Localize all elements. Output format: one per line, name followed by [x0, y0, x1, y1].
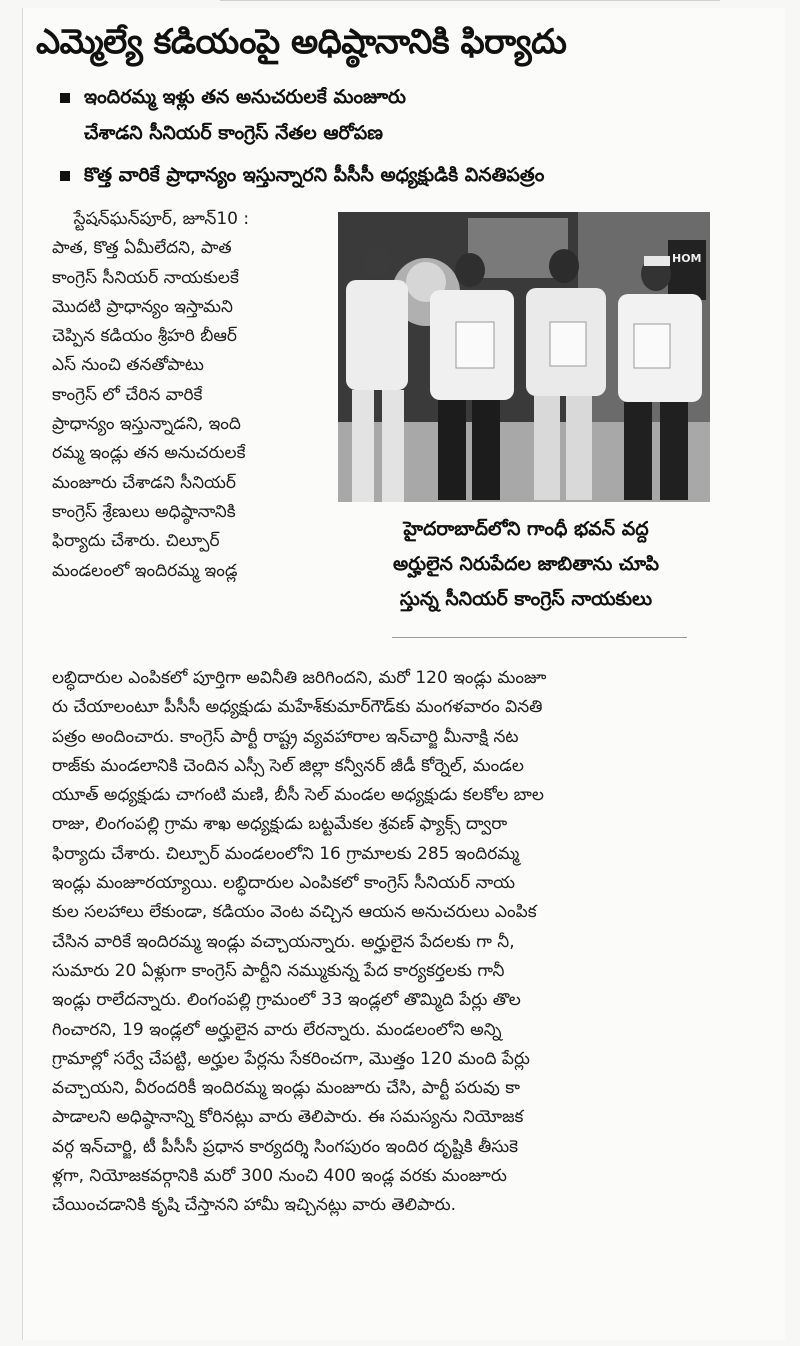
- top-rule: [220, 0, 720, 1]
- body-line: ఇండ్లు రాలేదన్నారు. లింగంపల్లి గ్రామంలో 33 ఇండ్లలో తొమ్మిది పేర్లు తొల: [52, 990, 521, 1011]
- body-line: పత్రం అందించారు. కాంగ్రెస్ పార్టీ రాష్ట్ర వ్యవహారాల ఇన్‌చార్జి మీనాక్షి నట: [52, 726, 519, 747]
- body-line: రమ్మ ఇండ్లు తన అనుచరులకే: [52, 443, 246, 464]
- body-line: ఎస్ నుంచి తనతోపాటు: [52, 355, 204, 376]
- body-line: యూత్ అధ్యక్షుడు చాగంటి మణి, బీసీ సెల్ మండల అధ్యక్షుడు కలకోల బాల: [52, 785, 544, 806]
- body-line: కుల సలహాలు లేకుండా, కడియం వెంట వచ్చిన ఆయన అనుచరులు ఎంపిక: [52, 902, 537, 923]
- body-line: పాత, కొత్త ఏమీలేదని, పాత: [52, 238, 232, 259]
- headline: ఎమ్మెల్యే కడియంపై అధిష్ఠానానికి ఫిర్యాదు: [36, 22, 567, 62]
- body-line: లబ్ధిదారుల ఎంపికలో పూర్తిగా అవినీతి జరిగిందని, మరో 120 ఇండ్లు మంజూ: [52, 668, 547, 688]
- body-line: వచ్చాయని, వీరందరికీ ఇందిరమ్మ ఇండ్లు మంజూరు చేసి, పార్టీ పరువు కా: [52, 1078, 520, 1099]
- deck-item-1: [84, 82, 784, 148]
- body-line: ఇండ్లు మంజూరయ్యాయి. లబ్ధిదారుల ఎంపికలో కాంగ్రెస్ సీనియర్ నాయ: [52, 873, 515, 894]
- body-line: ళ్లగా, నియోజకవర్గానికి మరో 300 నుంచి 400 ఇండ్ల వరకు మంజూరు: [52, 1166, 507, 1187]
- body-line: సుమారు 20 ఏళ్లుగా కాంగ్రెస్ పార్టీని నమ్ముకున్న పేద కార్యకర్తలకు గానీ: [52, 960, 505, 981]
- body-line: రాజు, లింగంపల్లి గ్రామ శాఖ అధ్యక్షుడు బట్టమేకల శ్రవణ్ ఫ్యాక్స్ ద్వారా: [52, 814, 508, 835]
- body-line: చేసిన వారికే ఇందిరమ్మ ఇండ్లు వచ్చాయన్నారు. అర్హులైన పేదలకు గా నీ,: [52, 931, 515, 952]
- deck-line: చేశాడని సీనియర్ కాంగ్రెస్ నేతల ఆరోపణ: [84, 122, 383, 144]
- body-line: పాడాలని అధిష్ఠానాన్ని కోరినట్లు వారు తెలిపారు. ఈ సమస్యను నియోజక: [52, 1107, 524, 1128]
- bullet-icon: [60, 171, 70, 181]
- body-line: కాంగ్రెస్ లో చేరిన వారికే: [52, 384, 203, 405]
- body-line: కాంగ్రెస్ శ్రేణులు అధిష్ఠానానికి: [52, 501, 236, 522]
- caption-rule: [392, 637, 687, 638]
- deck-line: ఇందిరమ్మ ఇళ్లు తన అనుచరులకే మంజూరు: [84, 86, 406, 108]
- article-body-full: [52, 664, 764, 1221]
- body-line: రాజ్‌కు మండలానికి చెందిన ఎస్సీ సెల్ జిల్లా కన్వీనర్ జీడీ కోర్నెల్, మండల: [52, 755, 524, 776]
- body-line: గ్రామాల్లో సర్వే చేపట్టి, అర్హుల పేర్లను సేకరించగా, మొత్తం 120 మంది పేర్లు: [52, 1048, 530, 1069]
- body-line: చెప్పిన కడియం శ్రీహరి బీఆర్: [52, 326, 237, 347]
- deck-item-2: [84, 160, 784, 190]
- body-line: మొదటి ప్రాధాన్యం ఇస్తామని: [52, 296, 233, 317]
- banner-text: HOM: [672, 252, 702, 265]
- body-line: వర్గ ఇన్‌చార్జి, టీ పీసీసీ ప్రధాన కార్యదర్శి సింగపురం ఇందిర దృష్టికి తీసుకె: [52, 1136, 519, 1157]
- photo-illustration: [338, 212, 710, 502]
- body-line: గించారని, 19 ఇండ్లలో అర్హులైన వారు లేరన్నారు. మండలంలోని అన్ని: [52, 1019, 502, 1040]
- body-line: మంజూరు చేశాడని సీనియర్: [52, 472, 236, 493]
- caption-line: అర్హులైన నిరుపేదల జాబితాను చూపి: [393, 553, 659, 575]
- caption-line: హైదరాబాద్‌లోని గాంధీ భవన్ వద్ద: [403, 518, 649, 540]
- body-line: ప్రాధాన్యం ఇస్తున్నాడని, ఇంది: [52, 414, 241, 435]
- bullet-icon: [60, 93, 70, 103]
- body-line: కాంగ్రెస్ సీనియర్ నాయకులకే: [52, 267, 239, 288]
- body-line: మండలంలో ఇందిరమ్మ ఇండ్ల: [52, 560, 238, 581]
- caption-line: స్తున్న సీనియర్ కాంగ్రెస్ నాయకులు: [399, 588, 653, 610]
- body-line: స్టేషన్‌ఘన్‌పూర్, జూన్10 :: [52, 209, 250, 229]
- body-line: చేయించడానికి కృషి చేస్తానని హామీ ఇచ్చినట్లు వారు తెలిపారు.: [52, 1195, 457, 1216]
- deck-line: కొత్త వారికే ప్రాధాన్యం ఇస్తున్నారని పీసీసీ అధ్యక్షుడికి వినతిపత్రం: [84, 164, 545, 186]
- body-line: ఫిర్యాదు చేశారు. చిల్పూర్: [52, 531, 220, 552]
- body-line: ఫిర్యాదు చేశారు. చిల్పూర్ మండలంలోని 16 గ్రామాలకు 285 ఇందిరమ్మ: [52, 843, 520, 864]
- article-body-left: [52, 205, 324, 586]
- news-photo: [338, 212, 710, 502]
- photo-caption: [346, 512, 706, 617]
- body-line: రు చేయాలంటూ పీసీసీ అధ్యక్షుడు మహేశ్‌కుమార్‌గౌడ్‌కు మంగళవారం వినతి: [52, 697, 543, 718]
